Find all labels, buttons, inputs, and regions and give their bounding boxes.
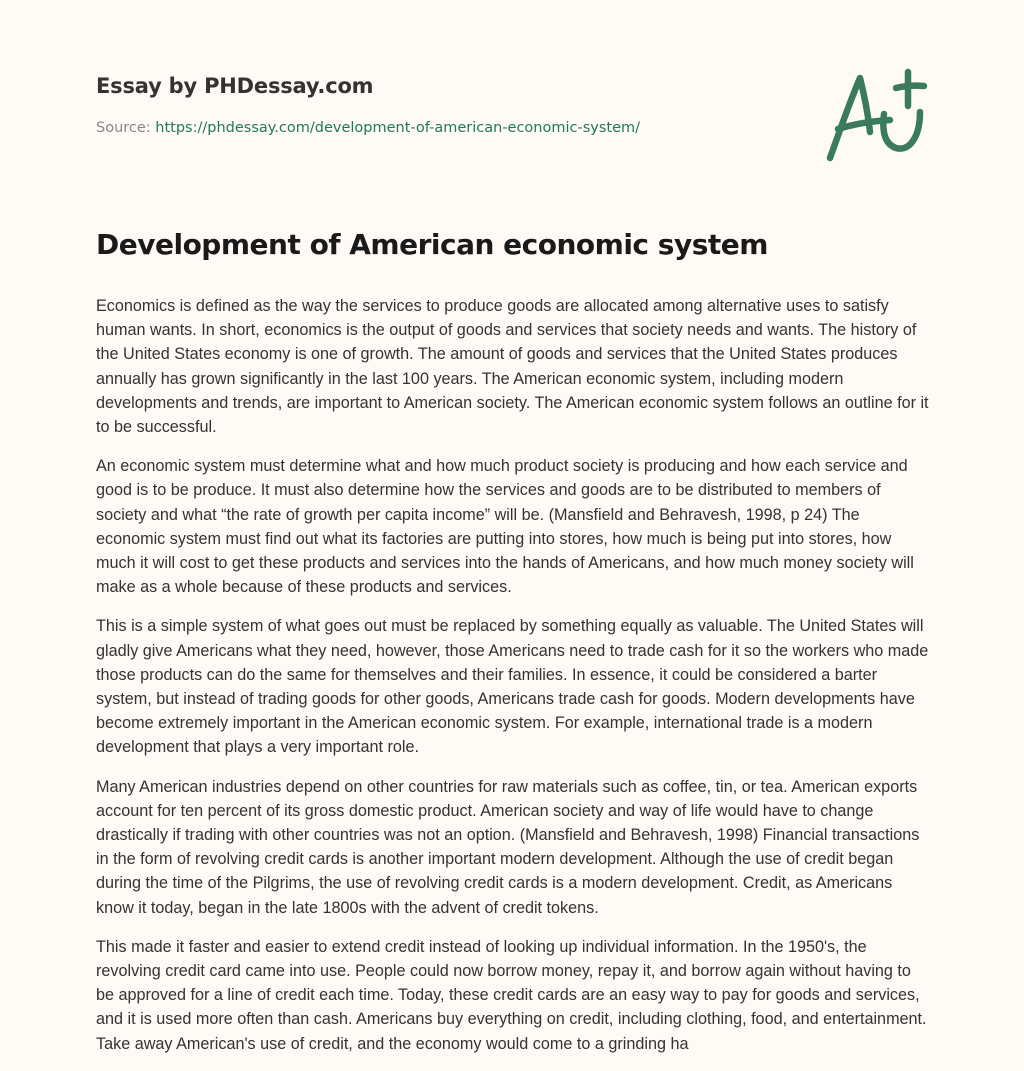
essay-paragraph: This made it faster and easier to extend credit instead of looking up individual information. In the 1950's, the revolving credit card came into use. People could now borrow money, repay it, and borrow again without having to be approved for a line of credit each time. Today, these credit cards are an easy way to pay for goods and services, and it is used more often than cash. Americans buy everything on credit, including clothing, food, and entertainment. Take away American's use of credit, and the economy would come to a grinding ha — [96, 937, 927, 1053]
essay-paragraph: This is a simple system of what goes out must be replaced by something equally as valuable. The United States will gladly give Americans what they need, however, those Americans need to trade cash for it so the workers who made those products can do the same for themselves and their families. In essence, it could be considered a barter system, but instead of trading goods for other goods, Americans trade cash for goods. Modern developments have become extremely important in the American economic system. For example, international trade is a modern development that plays a very important role. — [96, 617, 929, 757]
page-header — [96, 74, 816, 136]
essay-content — [96, 222, 930, 1071]
a-plus-grade-icon — [818, 66, 930, 166]
essay-paragraph: Economics is defined as the way the services to produce goods are allocated among alternative uses to satisfy human wants. In short, economics is the output of goods and services that society needs and wants. The history of the United States economy is one of growth. The amount of goods and services that the United States produces annually has grown significantly in the last 100 years. The American economic system, including modern developments and trends, are important to American society. The American economic system follows an outline for it to be successful. — [96, 297, 929, 437]
brand-title: Essay by PHDessay.com — [96, 74, 374, 98]
essay-title: Development of American economic system — [96, 228, 768, 261]
essay-paragraph: Many American industries depend on other countries for raw materials such as coffee, tin, or tea. American exports account for ten percent of its gross domestic product. American society and way of life would have to change drastically if trading with other countries was not an option. (Mansfield and Behravesh, 1998) Financial transactions in the form of revolving credit cards is another important modern development. Although the use of credit began during the time of the Pilgrims, the use of revolving credit cards is a modern development. Credit, as Americans know it today, began in the late 1800s with the advent of credit tokens. — [96, 777, 920, 917]
source-line — [96, 120, 816, 136]
source-link[interactable]: https://phdessay.com/development-of-american-economic-system/ — [155, 120, 641, 136]
source-label: Source: — [96, 120, 156, 136]
essay-paragraph: An economic system must determine what and how much product society is producing and how each service and good is to be produce. It must also determine how the services and goods are to be distributed to members of society and what “the rate of growth per capita income” will be. (Mansfield and Behravesh, 1998, p 24) The economic system must find out what its factories are putting into stores, how much is being put into stores, how much it will cost to get these products and services into the hands of Americans, and how much money society will make as a whole because of these products and services. — [96, 457, 914, 597]
